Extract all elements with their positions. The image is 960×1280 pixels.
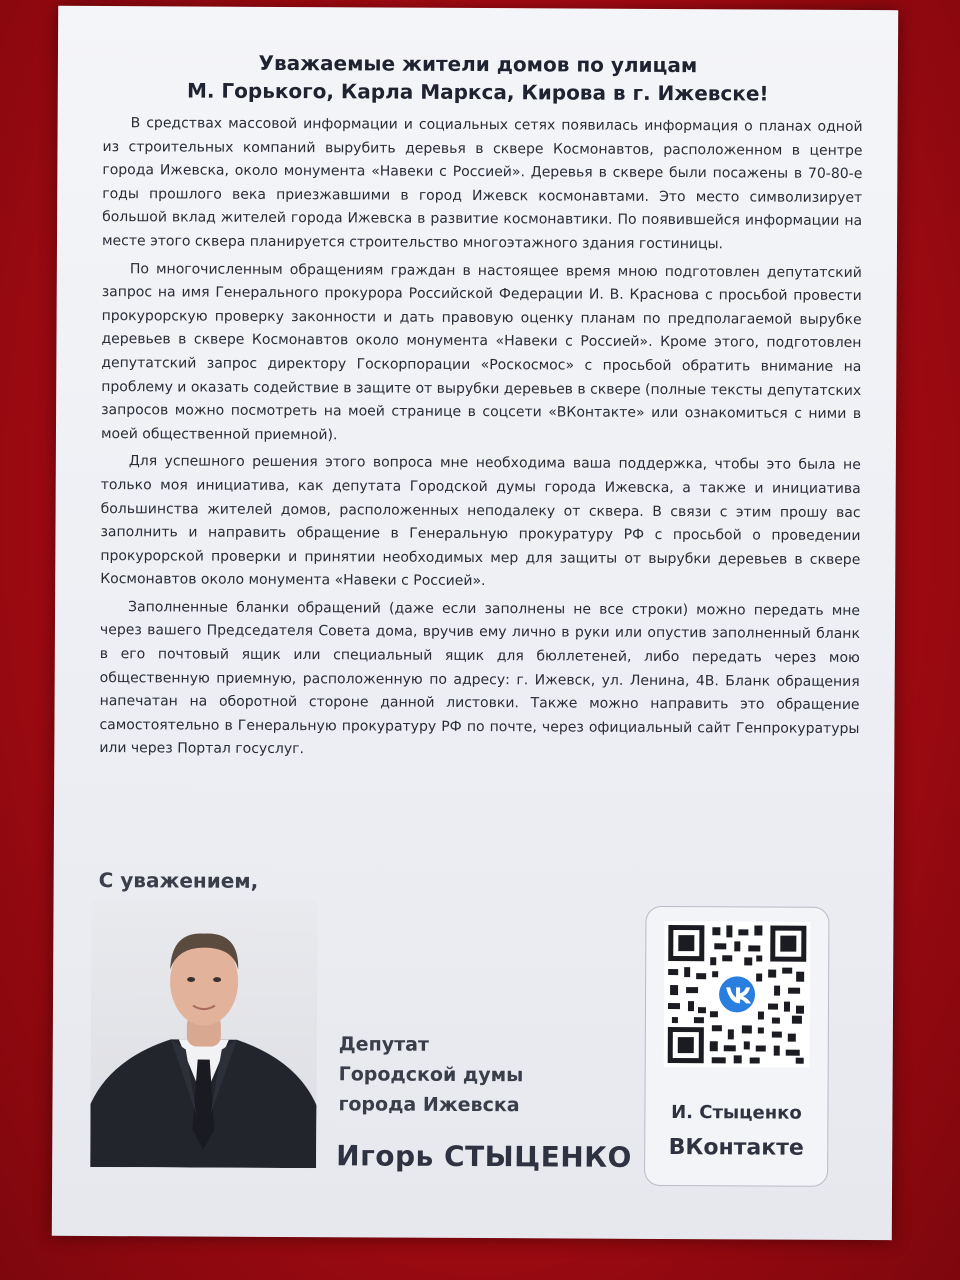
portrait-illustration: [90, 899, 317, 1168]
flyer-sheet: [52, 6, 898, 1240]
paragraph-3: Для успешного решения этого вопроса мне необходима ваша поддержка, чтобы это была не только моя инициатива, как депутата Городской думы города Ижевска, а также и инициатива большинства жителей домов, расположенных неподалеку от сквера. В связи с этим прошу вас заполнить и направить обращение в Генеральную прокуратуру РФ с просьбой о проведении прокурорской проверки и принятии необходимых мер для защиты от вырубки деревьев в сквере Космонавтов около монумента «Навеки с Россией».: [100, 453, 861, 590]
paragraph-4: Заполненные бланки обращений (даже если заполнены не все строки) можно передать мне через вашего Председателя Совета дома, вручив ему лично в руки или опустив заполненный бланк в его почтовый ящик или специальный ящик для бюллетеней, либо передать через мою общественную приемную, расположенную по адресу: г. Ижевск, ул. Ленина, 4В. Бланк обращения напечатан на оборотной стороне данной листовки. Также можно направить это обращение самостоятельно в Генеральную прокуратуру РФ по почте, через официальный сайт Генпрокуратуры или через Портал госуслуг.: [99, 599, 861, 758]
flyer-body: [99, 112, 862, 769]
qr-code-card: [644, 906, 829, 1187]
flyer-heading: [58, 48, 898, 108]
deputy-portrait-photo: [90, 899, 317, 1168]
vk-logo-icon: [715, 972, 759, 1016]
caption-line-1: Депутат: [338, 1033, 430, 1056]
heading-line-2: М. Горького, Карла Маркса, Кирова в г. Ижевске!: [186, 78, 769, 106]
regards-text: С уважением,: [98, 868, 259, 893]
heading-line-1: Уважаемые жители домов по улицам: [258, 50, 698, 78]
qr-code-icon[interactable]: [664, 921, 811, 1068]
paragraph-1: В средствах массовой информации и социальных сетях появилась информация о планах одной из строительных компаний вырубить деревья в сквере Космонавтов, расположенном в центре города Ижевска, около монумента «Навеки с Россией». Деревья в сквере были посажены в 70-80-е годы прошлого века приезжавшими в город Ижевск космонавтами. Это место символизирует большой вклад жителей города Ижевска в развитие космонавтики. По появившейся информации на месте этого сквера планируется строительство многоэтажного здания гостиницы.: [101, 115, 863, 253]
qr-owner-name: И. Стыценко: [671, 1102, 802, 1124]
paragraph-2: По многочисленным обращениям граждан в настоящее время мною подготовлен депутатский запрос на имя Генерального прокурора Российской Федерации И. В. Краснова с просьбой провести прокурорскую проверку законности и дать правовую оценку планам по предполагаемой вырубке деревьев в сквере Космонавтов около монумента «Навеки с Россией». Кроме этого, подготовлен депутатский запрос директору Госкорпорации «Роскосмос» с просьбой обратить внимание на проблему и оказать содействие в защите от вырубки деревьев в сквере (полные тексты депутатских запросов можно посмотреть на моей странице в соцсети «ВКонтакте» или ознакомиться с ними в моей общественной приемной).: [100, 260, 862, 443]
caption-line-2: Городской думы: [338, 1063, 524, 1087]
deputy-name: Игорь СТЫЦЕНКО: [336, 1139, 632, 1174]
qr-network-label: ВКонтакте: [668, 1135, 804, 1161]
deputy-caption: [338, 1029, 523, 1120]
caption-line-3: города Ижевска: [338, 1093, 520, 1117]
